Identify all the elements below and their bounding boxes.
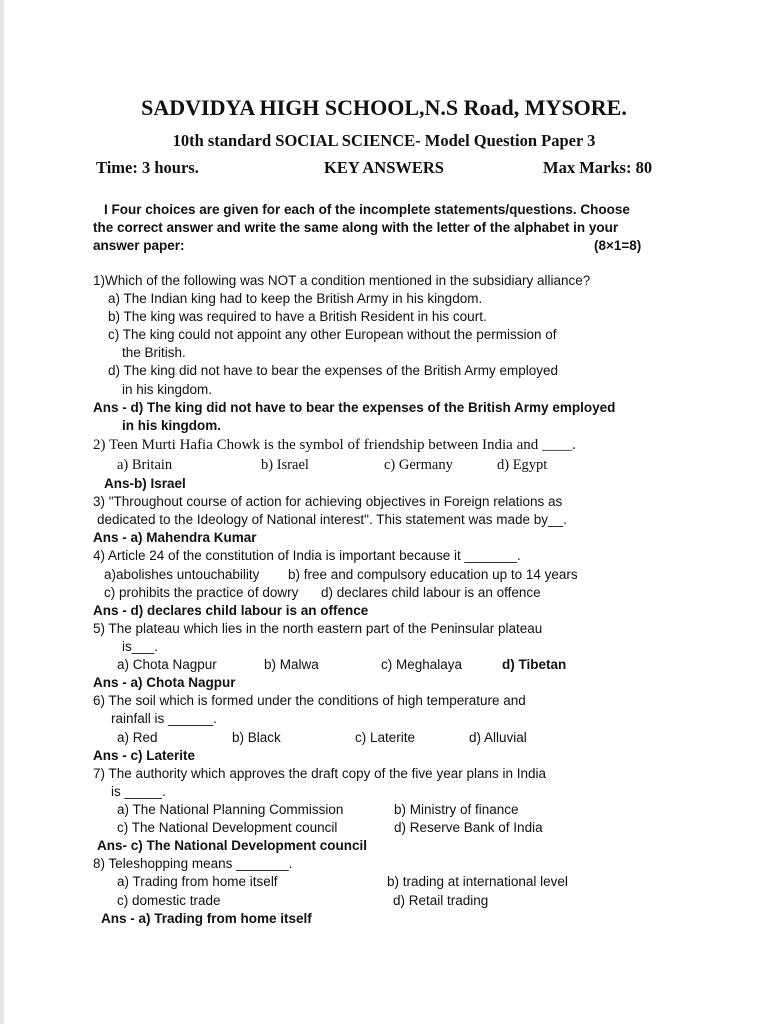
q1-option-b: b) The king was required to have a British Resident in his court. xyxy=(108,309,487,324)
q5-option-b: b) Malwa xyxy=(264,657,319,672)
school-name: SADVIDYA HIGH SCHOOL,N.S Road, MYSORE. xyxy=(141,95,627,120)
instructions-line-3: answer paper: xyxy=(93,238,185,253)
q6-option-a: a) Red xyxy=(117,730,158,745)
q2-answer: Ans-b) Israel xyxy=(104,476,186,491)
q4-option-a: a)abolishes untouchability xyxy=(104,567,260,582)
q6-answer: Ans - c) Laterite xyxy=(93,748,196,763)
q7-question: 7) The authority which approves the draft copy of the five year plans in India xyxy=(93,766,547,781)
max-marks: Max Marks: 80 xyxy=(543,158,653,177)
q7-answer: Ans- c) The National Development council xyxy=(97,838,368,853)
q5-question: 5) The plateau which lies in the north eastern part of the Peninsular plateau xyxy=(93,621,543,636)
q4-option-c: c) prohibits the practice of dowry xyxy=(104,585,299,600)
q3-question-cont: dedicated to the Ideology of National interest". This statement was made by__. xyxy=(97,512,567,527)
q6-question: 6) The soil which is formed under the conditions of high temperature and xyxy=(93,693,526,708)
q5-option-a: a) Chota Nagpur xyxy=(117,657,217,672)
q5-option-d: d) Tibetan xyxy=(502,657,567,672)
q7-option-b: b) Ministry of finance xyxy=(394,802,519,817)
q7-option-a: a) The National Planning Commission xyxy=(117,802,344,817)
q2-option-c: c) Germany xyxy=(384,457,453,473)
q3-question: 3) "Throughout course of action for achieving objectives in Foreign relations as xyxy=(93,494,563,509)
q6-option-b: b) Black xyxy=(232,730,281,745)
q1-question: 1)Which of the following was NOT a condition mentioned in the subsidiary alliance? xyxy=(93,273,591,288)
q8-option-b: b) trading at international level xyxy=(387,874,568,889)
page-edge xyxy=(0,0,4,1024)
q6-question-cont: rainfall is ______. xyxy=(111,711,217,726)
q5-answer: Ans - a) Chota Nagpur xyxy=(93,675,236,690)
exam-time: Time: 3 hours. xyxy=(96,158,199,177)
instructions-line-1: I Four choices are given for each of the incomplete statements/questions. Choose xyxy=(104,202,630,217)
q7-option-c: c) The National Development council xyxy=(117,820,338,835)
q1-answer: Ans - d) The king did not have to bear the expenses of the British Army employed xyxy=(93,400,616,415)
q1-option-c: c) The king could not appoint any other European without the permission of xyxy=(108,327,557,342)
instructions-line-2: the correct answer and write the same along with the letter of the alphabet in your xyxy=(93,220,619,235)
q4-option-d: d) declares child labour is an offence xyxy=(321,585,541,600)
q2-question: 2) Teen Murti Hafia Chowk is the symbol of friendship between India and ____. xyxy=(93,437,576,453)
q4-answer: Ans - d) declares child labour is an offence xyxy=(93,603,369,618)
q5-question-cont: is___. xyxy=(122,639,159,654)
q2-option-a: a) Britain xyxy=(117,457,173,473)
q6-option-d: d) Alluvial xyxy=(469,730,527,745)
q4-option-b: b) free and compulsory education up to 14 years xyxy=(288,567,578,582)
q4-question: 4) Article 24 of the constitution of India is important because it _______. xyxy=(93,548,521,563)
q5-option-c: c) Meghalaya xyxy=(381,657,463,672)
q8-option-c: c) domestic trade xyxy=(117,893,221,908)
q8-option-a: a) Trading from home itself xyxy=(117,874,278,889)
q3-answer: Ans - a) Mahendra Kumar xyxy=(93,530,257,545)
key-answers-label: KEY ANSWERS xyxy=(324,158,444,177)
paper-title: 10th standard SOCIAL SCIENCE- Model Question Paper 3 xyxy=(172,131,596,150)
q1-option-a: a) The Indian king had to keep the British Army in his kingdom. xyxy=(108,291,483,306)
q8-answer: Ans - a) Trading from home itself xyxy=(101,911,312,926)
q1-option-d-cont: in his kingdom. xyxy=(122,382,213,397)
q1-answer-cont: in his kingdom. xyxy=(122,418,222,433)
q8-option-d: d) Retail trading xyxy=(393,893,489,908)
q1-option-c-cont: the British. xyxy=(122,345,186,360)
q8-question: 8) Teleshopping means _______. xyxy=(93,856,293,871)
q1-option-d: d) The king did not have to bear the expenses of the British Army employed xyxy=(108,363,559,378)
section-marks: (8×1=8) xyxy=(594,238,642,253)
q7-question-cont: is _____. xyxy=(111,784,166,799)
q2-option-d: d) Egypt xyxy=(497,457,548,473)
q6-option-c: c) Laterite xyxy=(355,730,416,745)
q7-option-d: d) Reserve Bank of India xyxy=(394,820,543,835)
q2-option-b: b) Israel xyxy=(261,457,309,473)
